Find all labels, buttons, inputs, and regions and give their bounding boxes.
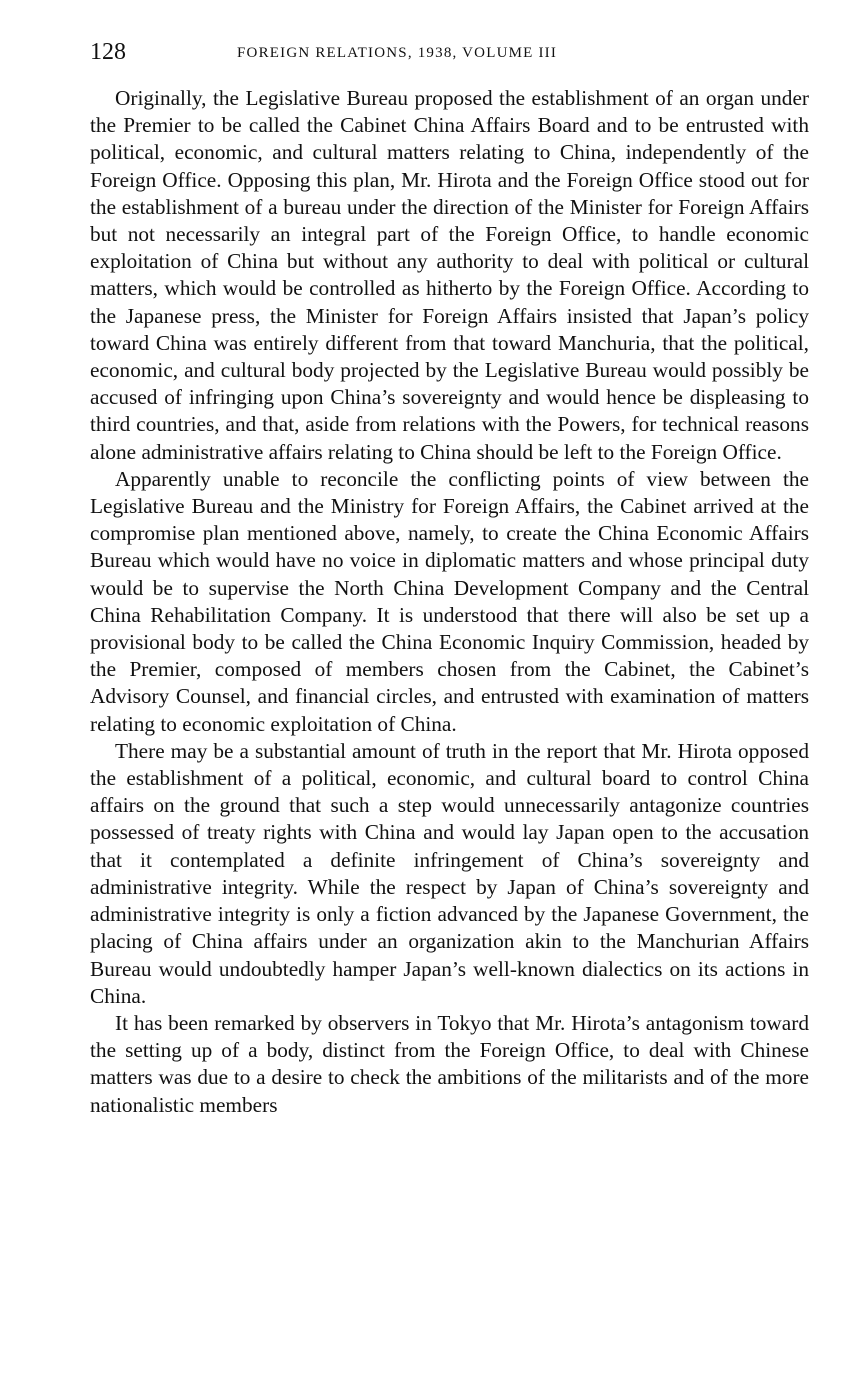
paragraph-legislative-bureau-proposal: Originally, the Legislative Bureau proposed the establishment of an organ under the Premier to be called the Cabinet China Affairs Board and to be entrusted with political, economic, and cultural matters relating to China, independently of the Foreign Office. Opposing this plan, Mr. Hirota and the Foreign Office stood out for the establishment of a bureau under the direction of the Minister for Foreign Affairs but not necessarily an integral part of the Foreign Office, to handle economic exploitation of China but without any authority to deal with political or cultural matters, which would be controlled as hitherto by the Foreign Office. According to the Japanese press, the Minister for Foreign Affairs insisted that Japan’s policy toward China was entirely different from that toward Manchuria, that the political, economic, and cultural body projected by the Legislative Bureau would possibly be accused of infringing upon China’s sovereignty and would hence be displeasing to third countries, and that, aside from relations with the Powers, for technical reasons alone administrative affairs relating to China should be left to the Foreign Office.	[90, 86, 809, 464]
page-number: 128	[90, 39, 126, 65]
paragraph-cabinet-compromise: Apparently unable to reconcile the conflicting points of view between the Legislative Bureau and the Ministry for Foreign Affairs, the Cabinet arrived at the compromise plan mentioned above, namely, to create the China Economic Affairs Bureau which would have no voice in diplomatic matters and whose principal duty would be to supervise the North China Development Company and the Central China Rehabilitation Company. It is understood that there will also be set up a provisional body to be called the China Economic Inquiry Commission, headed by the Premier, composed of members chosen from the Cabinet, the Cabinet’s Advisory Counsel, and financial circles, and entrusted with examination of matters relating to economic exploitation of China.	[90, 466, 809, 736]
body-text	[90, 85, 809, 1119]
paragraph-observers-remarks: It has been remarked by observers in Tokyo that Mr. Hirota’s antagonism toward the setting up of a body, distinct from the Foreign Office, to deal with Chinese matters was due to a desire to check the ambitions of the militarists and of the more nationalistic members	[90, 1010, 809, 1117]
running-title: FOREIGN RELATIONS, 1938, VOLUME III	[237, 45, 558, 61]
running-head	[90, 36, 810, 68]
paragraph-hirota-opposition: There may be a substantial amount of truth in the report that Mr. Hirota opposed the establishment of a political, economic, and cultural board to control China affairs on the ground that such a step would unnecessarily antagonize countries possessed of treaty rights with China and would lay Japan open to the accusation that it contemplated a definite infringement of China’s sovereignty and administrative integrity. While the respect by Japan of China’s sovereignty and administrative integrity is only a fiction advanced by the Japanese Government, the placing of China affairs under an organization akin to the Manchurian Affairs Bureau would undoubtedly hamper Japan’s well-known dialectics on its actions in China.	[90, 738, 809, 1008]
